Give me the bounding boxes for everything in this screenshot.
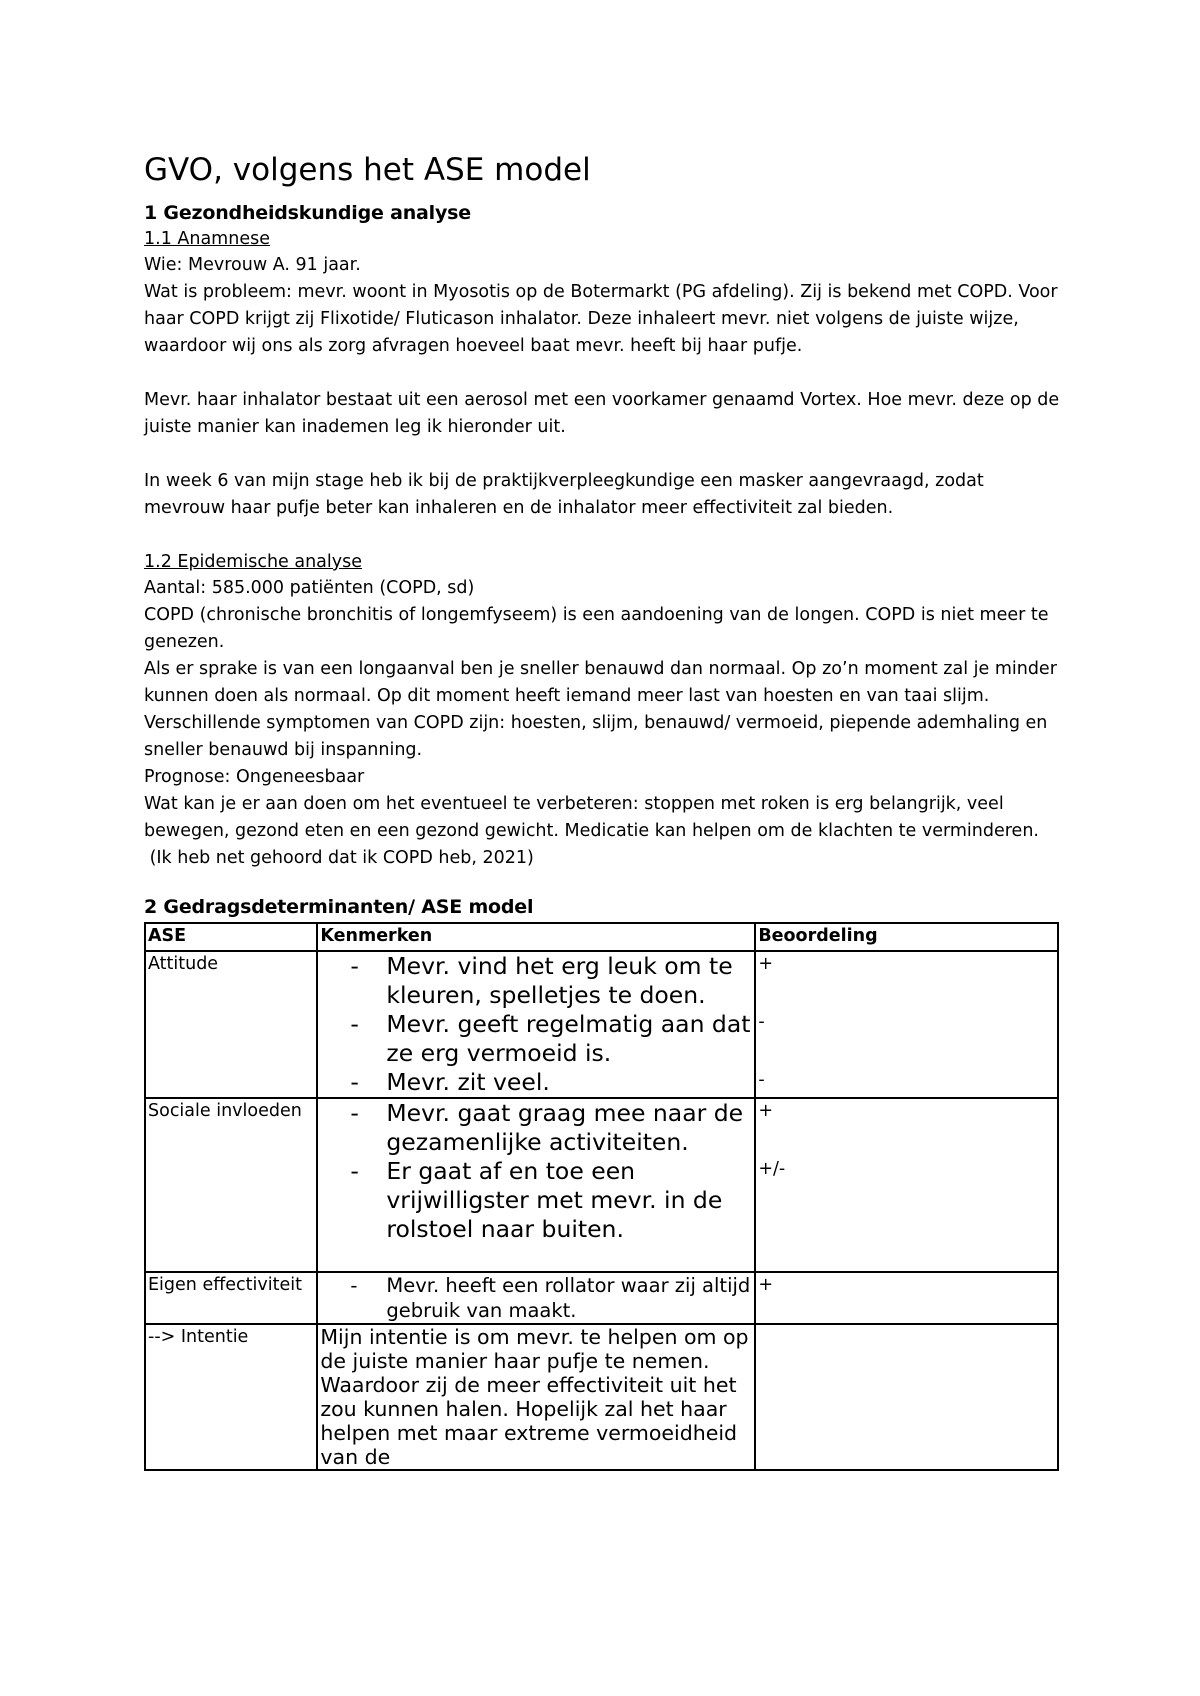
anamnese-wie: Wie: Mevrouw A. 91 jaar. [144,255,361,275]
list-item: - Mevr. gaat graag mee naar de gezamenlijke activiteiten. [350,1099,752,1157]
header-kenmerken: Kenmerken [317,923,755,951]
list-item: - Mevr. geeft regelmatig aan dat ze erg vermoeid is. [350,1010,752,1068]
row-label: --> Intentie [145,1324,317,1470]
table-row-intention [145,1324,1058,1470]
table-header-row [145,923,1058,951]
anamnese-paragraph-1: Wat is probleem: mevr. woont in Myosotis op de Botermarkt (PG afdeling). Zij is bekend met COPD. Voor haar COPD krijgt zij Flixotide/ Fluticason inhalator. Deze inhaleert mevr. niet volgens de juiste wijze, waardoor wij ons als zorg afvragen hoeveel baat mevr. heeft bij haar pufje. [144,282,1058,356]
list-item: - Mevr. zit veel. [350,1068,752,1097]
list-item: - Mevr. vind het erg leuk om te kleuren, spelletjes te doen. [350,952,752,1010]
ase-table [144,922,1059,1471]
row-label: Attitude [145,951,317,1098]
header-ase: ASE [145,923,317,951]
epidemic-heading: 1.2 Epidemische analyse [144,552,363,572]
eval-value [755,1324,1058,1470]
list-item: - Er gaat af en toe een vrijwilligster met mevr. in de rolstoel naar buiten. [350,1157,752,1244]
document-title: GVO, volgens het ASE model [144,152,591,188]
eval-value: - [758,1012,765,1032]
eval-value: +/- [758,1159,786,1179]
anamnese-paragraph-2: Mevr. haar inhalator bestaat uit een aerosol met een voorkamer genaamd Vortex. Hoe mevr. deze op de juiste manier kan inademen leg ik hieronder uit. [144,390,1060,437]
section-2-heading: 2 Gedragsdeterminanten/ ASE model [144,896,534,918]
epidemic-line: Wat kan je er aan doen om het eventueel te verbeteren: stoppen met roken is erg belangrijk, veel bewegen, gezond eten en een gezond gewicht. Medicatie kan helpen om de klachten te verminderen. [144,794,1039,841]
epidemic-line: Verschillende symptomen van COPD zijn: hoesten, slijm, benauwd/ vermoeid, piepende ademhaling en sneller benauwd bij inspanning. [144,713,1048,760]
anamnese-paragraph-3: In week 6 van mijn stage heb ik bij de praktijkverpleegkundige een masker aangevraagd, zodat mevrouw haar pufje beter kan inhaleren en de inhalator meer effectiviteit zal bieden. [144,471,984,518]
intention-text: Mijn intentie is om mevr. te helpen om op de juiste manier haar pufje te nemen. Waardoor zij de meer effectiviteit uit het zou kunnen halen. Hopelijk zal het haar helpen met maar extreme vermoeidheid van de [317,1324,755,1470]
anamnese-heading: 1.1 Anamnese [144,229,270,249]
section-1-heading: 1 Gezondheidskundige analyse [144,202,471,224]
epidemic-line: Aantal: 585.000 patiënten (COPD, sd) [144,578,475,598]
document-page [144,150,1064,1471]
epidemic-line: Als er sprake is van een longaanval ben je sneller benauwd dan normaal. Op zo’n moment zal je minder kunnen doen als normaal. Op dit moment heeft iemand meer last van hoesten en van taai slijm. [144,659,1057,706]
table-row-social [145,1098,1058,1272]
list-item: - Mevr. heeft een rollator waar zij altijd gebruik van maakt. [350,1273,752,1323]
row-label: Sociale invloeden [145,1098,317,1272]
epidemic-line: COPD (chronische bronchitis of longemfyseem) is een aandoening van de longen. COPD is niet meer te genezen. [144,605,1049,652]
epidemic-line: (Ik heb net gehoord dat ik COPD heb, 2021) [144,848,534,868]
eval-value: - [758,1070,765,1090]
eval-value: + [758,954,773,974]
row-label: Eigen effectiviteit [145,1272,317,1324]
table-row-attitude [145,951,1058,1098]
table-row-efficacy [145,1272,1058,1324]
eval-value: + [755,1272,1058,1324]
epidemic-line: Prognose: Ongeneesbaar [144,767,365,787]
header-beoordeling: Beoordeling [755,923,1058,951]
eval-value: + [758,1101,773,1121]
